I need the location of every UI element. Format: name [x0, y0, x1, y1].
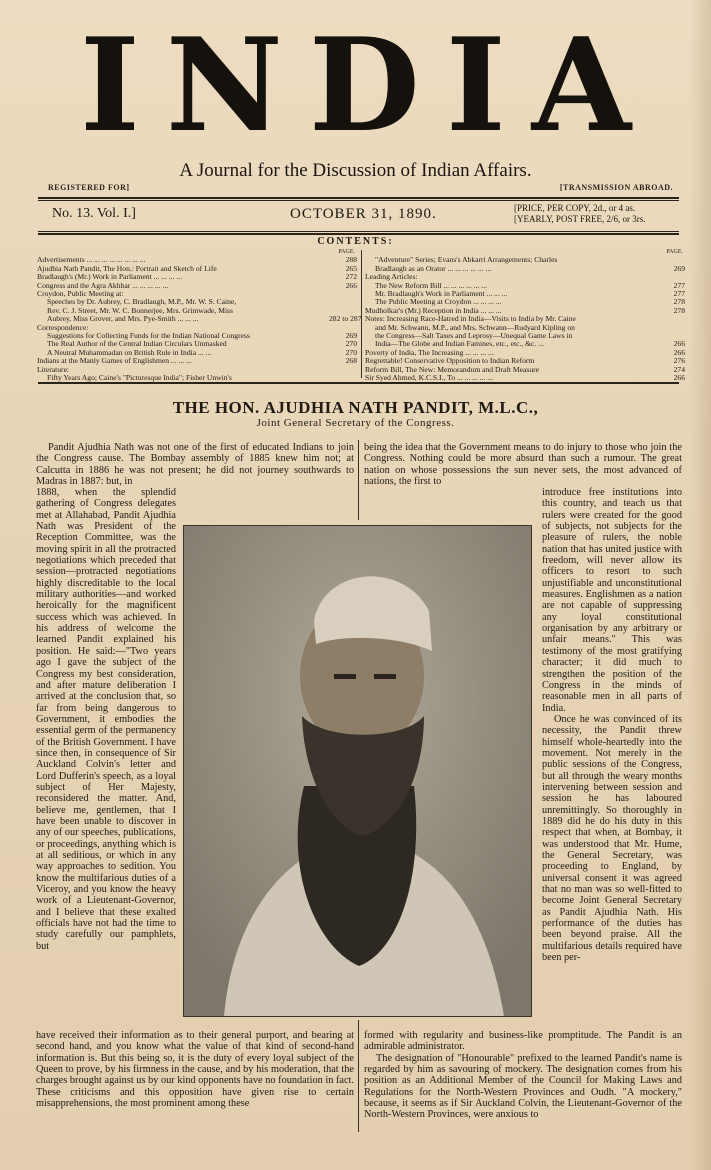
contents-right-column	[365, 248, 685, 383]
issue-info-bar	[52, 203, 682, 229]
contents-entry-page: 270	[345, 347, 357, 357]
contents-left-column	[37, 248, 362, 383]
contents-entry-page	[657, 324, 685, 332]
issue-number: No. 13.	[52, 206, 94, 221]
article-left-top	[36, 442, 354, 487]
contents-entry-page: 266	[673, 347, 685, 357]
contents-entry-page: 269	[673, 263, 685, 273]
portrait-photograph	[183, 525, 532, 1017]
contents-entry-title: and Mr. Schwann, M.P., and Mrs. Schwann—Rudyard Kipling on	[375, 322, 575, 332]
contents-entry-page	[329, 298, 357, 306]
contents-entry-page: 278	[673, 297, 685, 307]
contents-entry-title: Rev. C. J. Street, Mr. W. C. Bonnerjee, Mrs. Grimwade, Miss	[47, 305, 233, 315]
contents-entry-title: Mudholkar's (Mr.) Reception in India ... ... ...	[365, 305, 502, 315]
issue-volume: Vol. I.]	[96, 206, 136, 221]
contents-entry-page: 266	[673, 339, 685, 349]
contents-entry-title: Speeches by Dr. Aubrey, C. Bradlaugh, M.P., Mr. W. S. Caine,	[47, 297, 237, 307]
contents-entry-title: The New Reform Bill ... ... ... ... ... ...	[375, 280, 487, 290]
contents-entry-page: 282 to 287	[329, 314, 362, 324]
issue-price	[514, 203, 646, 225]
contents-entry-page: 278	[673, 305, 685, 315]
article-paragraph: Once he was convinced of its necessity, the Pandit threw himself whole-heartedly into the movement. Not merely in the public sessions of the Congress, but all through the weary months intervening between session and session he has laboured unremittingly. So thoroughly in 1889 did he do his duty in this respect that when, at Bombay, it was understood that Mr. Hume, the General Secretary, was proceeding to England, by universal consent it was agreed that no man was so well-fitted to become Joint General Secretary as Pandit Ajudhia Nath. His performance of the duties has been beyond praise. All the multifarious details required have been per-	[542, 713, 682, 964]
article-right-bottom	[364, 1030, 682, 1135]
contents-entry-page	[657, 315, 685, 323]
contents-entry-page: 288	[345, 255, 357, 265]
price-per-copy: [PRICE, PER COPY, 2d., or 4 as.	[514, 203, 636, 213]
article-paragraph: introduce free institutions into this country, and teach us that rulers were created for the good of subjects, not subjects for the pleasure of rulers, the noble nation that has united justice with freedom, will never allow its officers to resort to such unjustifiable and unconstitutional measures. Englishmen as a nation are not capable of suppressing any loyal constitutional organisation by any arbitrary or unfair means." This was testimony of the most gratifying character; it did much to strengthen the position of the Congress in the minds of reasonable men in all parts of India.	[542, 487, 682, 714]
contents-entry-page: 269	[345, 331, 357, 341]
top-rule-thin	[38, 200, 679, 201]
contents-entry-page: 270	[345, 339, 357, 349]
paper-edge-shadow	[689, 0, 711, 1170]
contents-entry-title: Sir Syed Ahmed, K.C.S.I., To ... ... ... ... ...	[365, 373, 494, 383]
contents-entry-title: Aubrey, Miss Grover, and Mrs. Pye-Smith ... ... ...	[47, 314, 199, 324]
contents-entry-title: Mr. Bradlaugh's Work in Parliament ... ... ...	[375, 289, 508, 299]
article-left-bottom	[36, 1030, 354, 1135]
article-paragraph: Pandit Ajudhia Nath was not one of the first of educated Indians to join the Congress cause. The Bombay assembly of 1885 knew him not; at Calcutta in 1886 he was not present; he did not journey southwards to Madras in 1887: but, in	[36, 442, 354, 488]
info-rule	[38, 231, 679, 232]
contents-entry-page: 277	[673, 280, 685, 290]
masthead-subtitle: A Journal for the Discussion of Indian Affairs.	[179, 160, 532, 181]
contents-entry-title: Fifty Years Ago; Caine's "Picturesque India"; Fisher Unwin's	[47, 373, 232, 383]
contents-entry-title: Regrettable! Conservative Opposition to Indian Reform	[365, 356, 535, 366]
contents-entry-title: Croydon, Public Meeting at:	[37, 289, 124, 299]
registered-note: REGISTERED FOR]	[48, 183, 130, 192]
contents-entry-title: A Neutral Muhammadan on British Rule in India ... ...	[47, 347, 212, 357]
issue-date: OCTOBER 31, 1890.	[290, 206, 437, 222]
contents-bottom-rule	[38, 382, 679, 384]
contents-entry-page	[329, 366, 357, 374]
contents-heading: CONTENTS:	[317, 236, 394, 247]
contents-entry-title: Suggestions for Collecting Funds for the Indian National Congress	[47, 331, 250, 341]
contents-entry	[37, 357, 357, 365]
contents-entry-title: The Public Meeting at Croydon ... ... ... ...	[375, 297, 502, 307]
article-paragraph: have received their information as to their general purport, and bearing at second hand, and you know what the value of that kind of second-hand information is. But this being so, it is the duty of every loyal subject of the Queen to prove, by his firmness in the cause, and by his moderation, that the charges brought against us by our kind opponents have no foundation in fact. These criticisms and this opposition have given rise to certain misapprehensions, the most prominent among these	[36, 1030, 354, 1110]
article-paragraph: The designation of "Honourable" prefixed to the learned Pandit's name is regarded by him as savouring of mockery. The designation comes from his position as an Additional Member of the Council for Making Laws and Regulations for the North-Western Provinces and Oudh. "A mockery," because, it seems as if Sir Auckland Colvin, the Lieutenant-Governor of the North-Western Provinces, were anxious to	[364, 1052, 682, 1121]
contents-entry-title: Advertisements ... ... ... ... ... ... ... ...	[37, 255, 146, 265]
contents-entry-title: Ajudhia Nath Pandit, The Hon.: Portrait and Sketch of Life	[37, 263, 217, 273]
contents-entry-page: 274	[673, 364, 685, 374]
top-rule	[38, 197, 679, 199]
article-left-narrow	[36, 487, 176, 1027]
price-yearly: [YEARLY, POST FREE, 2/6, or 3rs.	[514, 214, 646, 224]
article-paragraph: being the idea that the Government means to do injury to those who join the Congress. Nothing could be more absurd than such a rumour. The great nation on whose possessions the sun never sets, the most advanced of nations, the first to	[364, 442, 682, 488]
masthead-title: INDIA	[79, 11, 658, 161]
contents-entry-title: Bradlaugh's (Mr.) Work in Parliament ... ... ... ...	[37, 272, 183, 282]
page-label-left: PAGE.	[338, 249, 355, 255]
issue-number-volume	[52, 206, 136, 222]
column-rule-bottom	[358, 1020, 359, 1132]
transmission-note: [TRANSMISSION ABROAD.	[559, 183, 673, 192]
contents-entry-title: Congress and the Agra Akhbar ... ... ... ... ...	[37, 280, 169, 290]
article-right-narrow	[542, 487, 682, 1027]
article-title: THE HON. AJUDHIA NATH PANDIT, M.L.C.,	[172, 398, 539, 417]
contents-entry-title: India—The Globe and Indian Famines, etc., etc., &c. ...	[375, 339, 544, 349]
article-right-top	[364, 442, 682, 487]
contents-entry-page: 266	[673, 373, 685, 383]
contents-entry-page: 272	[345, 272, 357, 282]
contents-entry-page: 277	[673, 289, 685, 299]
contents-entry-page	[329, 290, 357, 298]
info-rule-thick	[38, 233, 679, 235]
contents-entry-title: Literature:	[37, 364, 70, 374]
article-subtitle: Joint General Secretary of the Congress.	[256, 417, 455, 429]
contents-entry-title: Bradlaugh as an Orator ... ... ... ... ... ...	[375, 263, 492, 273]
contents-entry-title: "Adventure" Series; Evans's Abkarri Arrangements; Charles	[375, 255, 558, 265]
contents-entry-page: 268	[345, 356, 357, 366]
article-paragraph: 1888, when the splendid gathering of Congress delegates met at Allahabad, Pandit Ajudhia Nath was President of the Reception Committee, was the moving spirit in all the protracted negotiations which preceded that session—protracted negotiations highly discreditable to the local military authorities—and worked heroically for the magnificent success which was achieved. In his address of welcome the learned Pandit explained his position. He said:—"Two years ago I gave the subject of the Congress my best consideration, and after mature deliberation I arrived at the conclusion that, so far from being dangerous to Government, it embodies the essential germ of the permanency of the British Government. I have since then, in consequence of Sir Auckland Colvin's letter and Lord Dufferin's speech, as a loyal subject of Her Majesty, reconsidered the matter. And, believe me, gentlemen, that I have been unable to discover in any of our speeches, publications, or proceedings, anything which is at all seditious, or which in any way approaches to sedition. You know the multifarious duties of a Viceroy, and you know the heavy work of a Lieutenant-Governor, and I believe that these exalted officials have not had the time to study carefully our pamphlets, but	[36, 487, 176, 952]
contents-entry-title: The Real Author of the Central Indian Circulars Unmasked	[47, 339, 227, 349]
contents-entry-title: Correspondence:	[37, 322, 89, 332]
contents-entry-title: Poverty of India, The Increasing ... ... ... ...	[365, 347, 494, 357]
column-rule-top	[358, 440, 359, 520]
contents-entry-page: 265	[345, 263, 357, 273]
contents-divider	[361, 250, 362, 378]
page-label-right: PAGE.	[666, 249, 683, 255]
contents-entry-page: 276	[673, 356, 685, 366]
article-paragraph: formed with regularity and business-like promptitude. The Pandit is an admirable administrator.	[364, 1030, 682, 1053]
contents-entry-page: 266	[345, 280, 357, 290]
contents-entry-title: the Congress—Salt Taxes and Leprosy—Unequal Game Laws in	[375, 331, 573, 341]
portrait-figure-icon	[184, 526, 531, 1016]
contents-entry-title: Leading Articles:	[365, 272, 418, 282]
contents-entry-title: Notes: Increasing Race-Hatred in India—Visits to India by Mr. Caine	[365, 314, 576, 324]
contents-entry-title: Indians at the Manly Games of Englishmen ... ... ...	[37, 356, 192, 366]
contents-entry-title: Reform Bill, The New: Memorandum and Draft Measure	[365, 364, 540, 374]
